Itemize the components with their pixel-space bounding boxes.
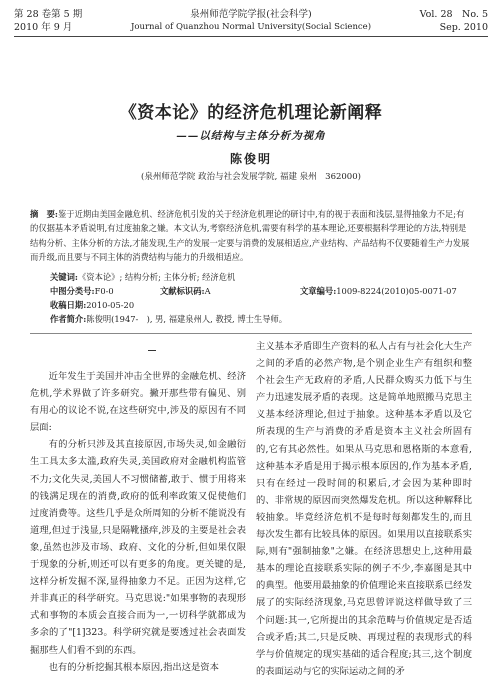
clc-label: 中图分类号: <box>50 286 95 296</box>
article-id-value: 1009-8224(2010)05-0071-07 <box>336 286 457 296</box>
abstract-label: 摘 要: <box>30 209 58 219</box>
body-left-column <box>30 368 246 676</box>
received-line <box>50 299 134 312</box>
abstract-text: 鉴于近期由美国金融危机、经济危机引发的关于经济危机理论的研讨中,有的视于表面和浅层,显得抽象力不足;有的仅据基本矛盾说明,有过度抽象之嫌。本文认为,考察经济危机,需要有科学的基本理论,还要根据科学理论的方法,特别是结构分析、主体分析的方法,才能发现,生产的发展一定要与消费的发展相适应,产业结构、产品结构不仅要随着生产力发展而升级,而且要与不同主体的消费结构与能力的升级相适应。 <box>30 209 470 263</box>
clc-line <box>50 285 114 298</box>
author-bio-label: 作者简介: <box>50 314 87 324</box>
body-right-column <box>256 338 472 680</box>
header-rule <box>14 36 488 37</box>
author-bio-line <box>50 313 287 326</box>
journal-cn: 泉州师范学院学报(社会科学) <box>190 9 312 20</box>
keywords: 《资本论》; 结构分析; 主体分析; 经济危机 <box>77 272 236 282</box>
journal-en: Journal of Quanzhou Normal University(Social Science) <box>130 22 372 32</box>
body-paragraph: 有的分析只涉及其直接原因,市场失灵,如金融衍生工具太多太滥,政府失灵,美国政府对金融机构监管不力;文化失灵,美国人不习惯储蓄,敢于、惯于用将来的钱满足现在的消费,政府的低利率政策又促使他们过度消费等。这些几乎是众所周知的分析不能说没有道理,但过于浅显,只是隔靴搔痒,涉及的主要是社会表象,虽然也涉及市场、政府、文化的分析,但如果仅限于现象的分析,则还可以有更多的角度。更关键的是,这样分析发掘不深,显得抽象力不足。正因为这样,它并非真正的科学研究。马克思说:"如果事物的表现形式和事物的本质会直接合而为一,一切科学就都成为多余的了"[1]323。科学研究就是要透过社会表面发掘那些人们看不到的东西。 <box>30 439 246 656</box>
date-cn: 2010 年 9 月 <box>14 22 73 33</box>
volume-en: Vol. 28 No. 5 <box>419 9 488 20</box>
received-value: 2010-05-20 <box>86 300 135 310</box>
doc-code-value: A <box>204 286 211 296</box>
article-author: 陈俊明 <box>229 152 272 166</box>
body-paragraph: 近年发生于美国并冲击全世界的金融危机、经济危机,学术界做了许多研究。撇开那些带有偏见、别有用心的议论不说,在这些研究中,涉及的原因有不同层面: <box>30 371 246 434</box>
body-paragraph: 也有的分析挖掘其根本原因,指出这是资本 <box>48 661 219 673</box>
volume-cn: 第 28 卷第 5 期 <box>14 9 83 20</box>
header-right <box>420 8 488 34</box>
article-id-label: 文章编号: <box>300 286 337 296</box>
body-paragraph: 主义基本矛盾即生产资料的私人占有与社会化大生产之间的矛盾的必然产物,是个别企业生产有组织和整个社会生产无政府的矛盾,人民群众购买力低下与生产力迅速发展矛盾的表现。这是简单地照搬马克思主义基本经济理论,但过于抽象。这种基本矛盾以及它所表现的生产与消费的矛盾是资本主义社会所固有的,它有其必然性。如果从马克思和恩格斯的本意看,这种基本矛盾是用于揭示根本原因的,作为基本矛盾,只有在经过一段时间的积累后,才会因为某种即时的、非常规的原因而突然爆发危机。所以这种解释比较抽象。毕竟经济危机不是每时每刻都发生的,而且每次发生都有比较具体的原因。如果用以直接联系实际,则有"强制抽象"之嫌。在经济思想史上,这种用最基本的理论直接联系实际的例子不少,李嘉图是其中的典型。他要用最抽象的价值理论来直接联系已经发展了的实际经济现象,马克思曾评说这样做导致了三个问题:其一,它所提出的其余范畴与价值规定是否适合或矛盾;其二,只是反映、再现过程的表现形式的科学与价值规定的现实基础的适合程度;其三,这个制度的表面运动与它的实际运动之间的矛 <box>256 341 472 677</box>
received-label: 收稿日期: <box>50 300 87 310</box>
article-subtitle: ——以结构与主体分析为视角 <box>176 130 326 142</box>
section-number-one <box>148 350 156 351</box>
keywords-line <box>50 271 235 284</box>
article-id-line <box>300 285 457 297</box>
abstract-separator <box>30 333 472 334</box>
article-title: 《资本论》的经济危机理论新阐释 <box>119 103 383 123</box>
author-bio-value: 陈俊明(1947- ), 男, 福建泉州人, 教授, 博士生导师。 <box>86 314 288 324</box>
doc-code-label: 文献标识码: <box>160 286 205 296</box>
author-affiliation: (泉州师范学院 政治与社会发展学院, 福建 泉州 362000) <box>141 172 361 182</box>
date-en: Sep. 2010 <box>439 22 488 33</box>
abstract <box>30 207 472 265</box>
clc-value: F0-0 <box>94 286 114 296</box>
doc-code-line <box>160 285 211 297</box>
keywords-label: 关键词: <box>50 272 78 282</box>
